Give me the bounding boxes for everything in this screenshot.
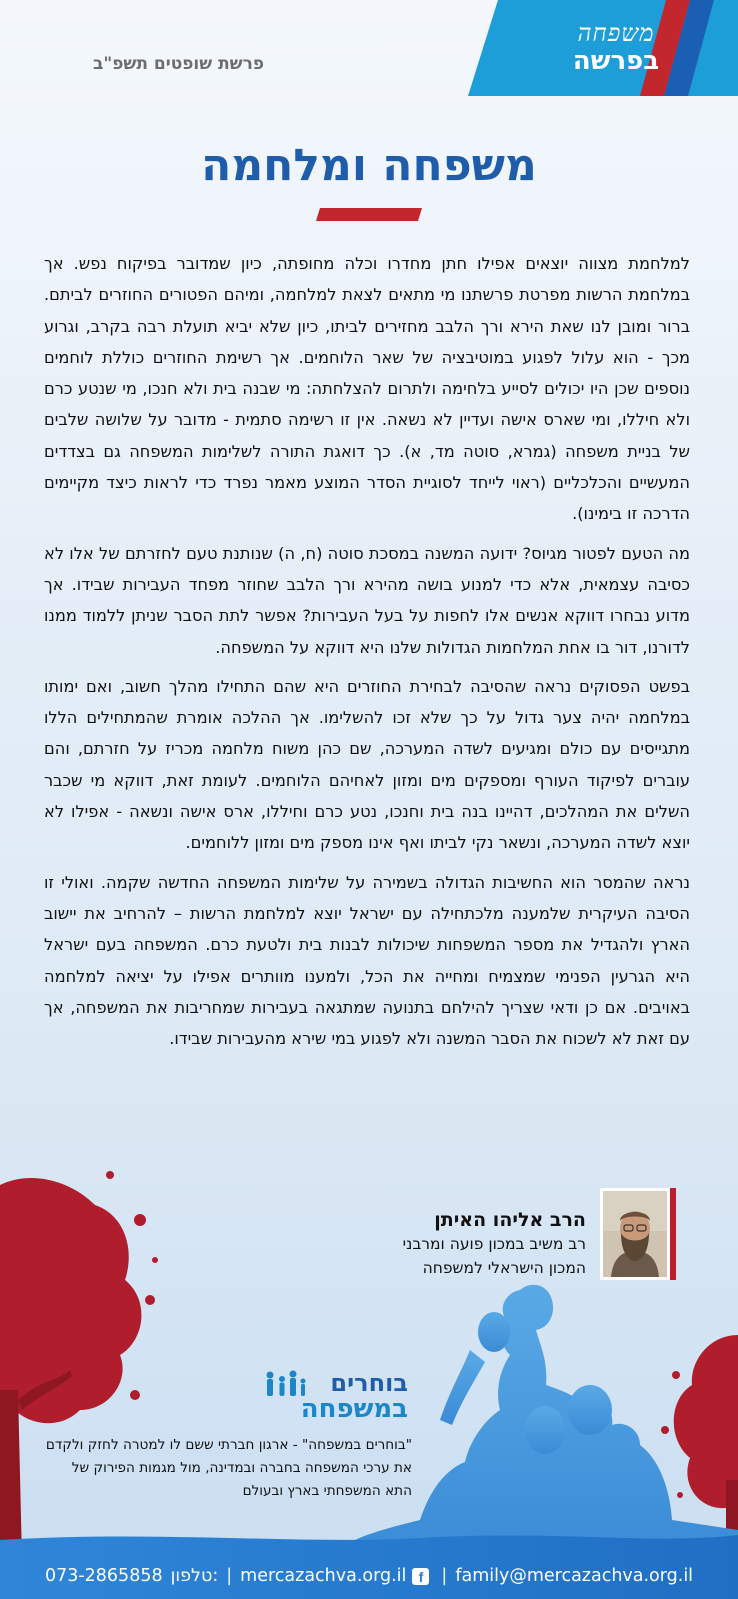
logo-line2: בפרשה [572, 46, 660, 76]
org-name-line1: בוחרים [330, 1369, 408, 1397]
logo-line1: משפחה [577, 19, 655, 47]
footer-website[interactable]: mercazachva.org.il [240, 1566, 407, 1586]
facebook-icon[interactable]: f [412, 1568, 429, 1585]
page-title: משפחה ומלחמה [201, 140, 537, 191]
footer-email[interactable]: family@mercazachva.org.il [455, 1566, 694, 1586]
parasha-label: פרשת שופטים תשפ"ב [93, 54, 264, 74]
footer-contact [0, 1553, 738, 1599]
footer-phone[interactable]: 073-2865858 [44, 1566, 163, 1586]
author-info [300, 1208, 586, 1280]
logo-text [556, 20, 676, 76]
author-name: הרב אליהו האיתן [434, 1209, 586, 1231]
org-name-line2: במשפחה [300, 1394, 408, 1424]
footer-separator: | [226, 1566, 233, 1586]
title-underline-bar [316, 208, 422, 221]
header-logo [468, 0, 738, 96]
author-role-line1: רב משיב במכון פועה ומרבני [402, 1235, 586, 1253]
footer-phone-label: טלפון: [170, 1566, 219, 1586]
author-role-line2: המכון הישראלי למשפחה [422, 1259, 586, 1277]
org-description: "בוחרים במשפחה" - ארגון חברתי ששם לו למטרה לחזק ולקדם את ערכי המשפחה בחברה ובמדינה, מול מגמות הפירוק של התא המשפחתי בארץ ובעולם [45, 1437, 412, 1499]
article-paragraph: נראה שהמסר הוא החשיבות הגדולה בשמירה על שלימות המשפחה החדשה שקמה. ואולי זו הסיבה העיקרית שלמענה מלכתחילה עם ישראל יוצא למלחמת הרשות – להרחיב את יישוב הארץ ולהגדיל את מספר המשפחות שיכולות לבנות בית ולטעת כרם. המשפחה בעם ישראל היא הגרעין הפנימי שמצמיח ומחייה את הכל, ולמענו מוותרים אפילו על יציאה למלחמה באויבים. אם כן ודאי שצריך להילחם בתנועה שמתגאה בעבירות שמחריבות את המשפחה, אך עם זאת לא לשכוח את הסבר המשנה ולא לפגוע במי שירא מהעבירות שבידו. [44, 872, 690, 1049]
article-body [44, 248, 690, 1062]
author-photo [600, 1188, 676, 1280]
article-paragraph: בפשט הפסוקים נראה שהסיבה לבחירת החוזרים היא שהם התחילו מהלך חשוב, ואם ימותו במלחמה יהיה צער גדול על כך שלא זכו להשלימו. אך ההלכה אומרת שהמתחילים הללו מתגייסים עם כולם ומגיעים לשדה המערכה, שם כהן משוח מלחמה מכריז על חזרתם, והם עוברים לפיקוד העורף ומספקים מים ומזון לאחיהם הלוחמים. לעומת זאת, דווקא מי שכבר השלים את המהלכים, דהיינו בנה בית וחנכו, נטע כרם וחיללו, ארס אישה ונשאה - אפילו לא יוצא לשדה המערכה, ונשאר נקי לביתו ואף אינו מספק מים ומזון ללוחמים. [44, 676, 690, 853]
article-paragraph: למלחמת מצווה יוצאים אפילו חתן מחדרו וכלה מחופתה, כיון שמדובר בפיקוח נפש. אך במלחמת הרשות מפרטת פרשתנו מי מתאים לצאת למלחמה, ומיהם הפטורים החוזרים לביתם. ברור ומובן לנו שאת הירא ורך הלבב מחזירים לביתו, כיון שלא יביא תועלת רבה בקרב, וגרוע מכך - הוא עלול לפגוע במוטיבציה של שאר הלוחמים. אך רשימת החוזרים כוללת לוחמים נוספים שכן היו יכולים לסייע בלחימה ולתרום להצלחתה: מי שבנה בית ולא חנכו, מי שנטע כרם ולא חיללו, ומי שארס אישה ועדיין לא נשאה. אין זו רשימה סתמית - מדובר על שלושה שלבים של בניית משפחה (גמרא, סוטה מד, א). כך דואגת התורה לשלימות המשפחה גם בצדדים המעשיים והכלכליים (ראוי לייחד לסוגיית הסדר המוצע מאמר נפרד כדי לראות כיצד מקיימים הדרכה זו בימינו). [44, 254, 690, 524]
article-paragraph: מה הטעם לפטור מגיוס? ידועה המשנה במסכת סוטה (ח, ה) שנותנת טעם לחזרתם של אלו לא כסיבה עצמאית, אלא כדי למנוע בושה מהירא ורך הלבב שחוזר מפחד העבירות שבידו. אך מדוע נבחרו דווקא אנשים אלו לחפות על בעל העבירות? אפשר לתת הסבר שניתן ללמוד ממנו לדורנו, דור בו אחת המלחמות הגדולות שלנו היא דווקא על המשפחה. [44, 543, 690, 657]
org-logo [262, 1370, 408, 1428]
left-tree-icon [0, 1171, 158, 1423]
footer-separator: | [441, 1566, 448, 1586]
author-portrait-icon [603, 1191, 667, 1277]
